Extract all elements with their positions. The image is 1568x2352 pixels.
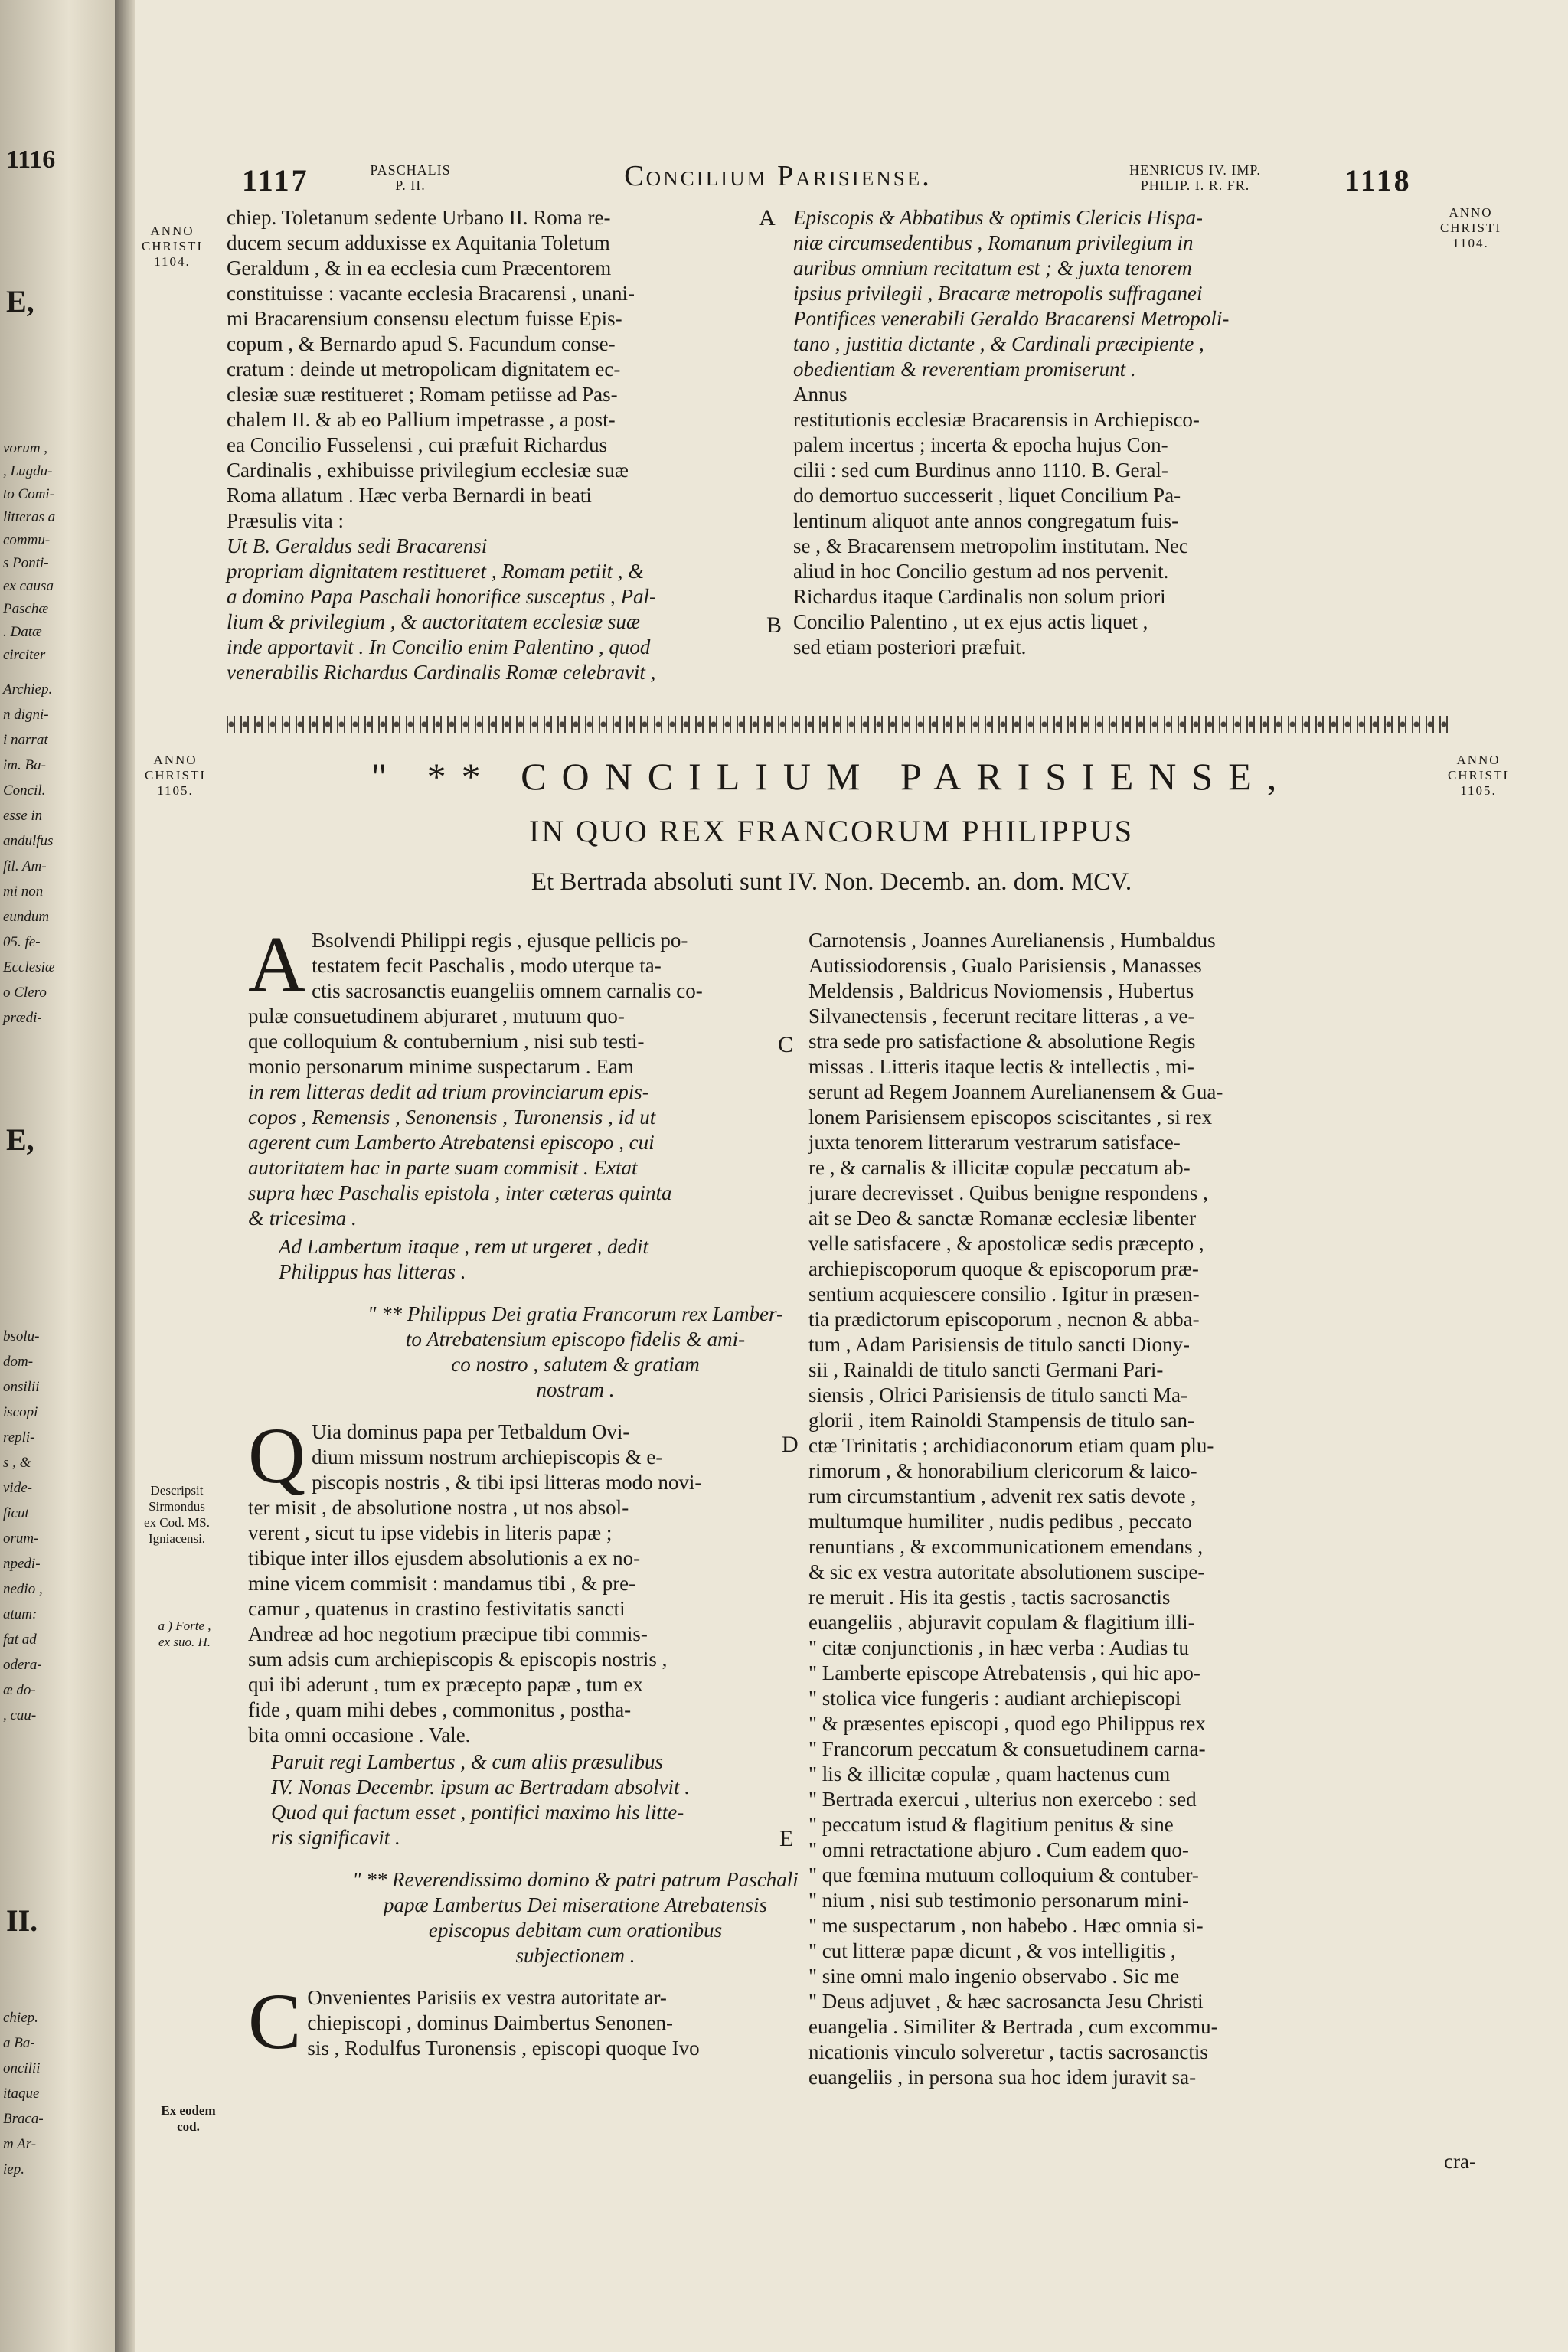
adjacent-text-line: fil. Am- xyxy=(3,858,47,874)
adjacent-text-line: Ecclesiæ xyxy=(3,959,55,975)
text-line: rimorum , & honorabilium clericorum & laico- xyxy=(808,1459,1197,1482)
adjacent-text-line: æ do- xyxy=(3,1682,36,1698)
text-line: ducem secum adduxisse ex Aquitania Toletum xyxy=(227,231,610,254)
header-left-small-line: PASCHALIS xyxy=(370,162,451,178)
adjacent-text-line: Archiep. xyxy=(3,681,53,697)
text-line: " Francorum peccatum & consuetudinem carna- xyxy=(808,1737,1206,1760)
adjacent-text-line: nedio , xyxy=(3,1581,43,1597)
text-line: inde apportavit . In Concilio enim Palentino , quod xyxy=(227,635,651,658)
text-line: ter misit , de absolutione nostra , ut nos absol- xyxy=(248,1496,629,1519)
margin-line: Ex eodem xyxy=(161,2103,216,2118)
text-line: constituisse : vacante ecclesia Bracarensi , unani- xyxy=(227,282,635,305)
text-line: piscopis nostris , & tibi ipsi litteras modo novi- xyxy=(312,1471,702,1494)
adjacent-text-line: esse in xyxy=(3,808,43,824)
adjacent-text-line: 05. fe- xyxy=(3,934,41,950)
top-right-column xyxy=(793,205,1375,660)
heading-line: subjectionem . xyxy=(515,1944,635,1967)
text-line: stra sede pro satisfactione & absolutione Regis xyxy=(808,1030,1196,1053)
text-line: cratum : deinde ut metropolicam dignitatem ec- xyxy=(227,358,621,381)
text-line: palem incertus ; incerta & epocha hujus Con- xyxy=(793,433,1168,456)
text-line: multumque humiliter , nudis pedibus , peccato xyxy=(808,1510,1192,1533)
text-line: serunt ad Regem Joannem Aurelianensem & Gua- xyxy=(808,1080,1223,1103)
header-right-small xyxy=(1103,162,1287,193)
text-line: sum adsis cum archiepiscopis & episcopis nostris , xyxy=(248,1648,668,1671)
text-line: testatem fecit Paschalis , modo uterque ta- xyxy=(312,954,662,977)
margin-line: Sirmondus xyxy=(149,1499,205,1514)
text-line: sed etiam posteriori præfuit. xyxy=(793,635,1027,658)
text-line: clesiæ suæ restitueret ; Romam petiisse ad Pas- xyxy=(227,383,618,406)
text-line: Carnotensis , Joannes Aurelianensis , Humbaldus xyxy=(808,929,1216,952)
text-line: re meruit . His ita gestis , tactis sacrosanctis xyxy=(808,1586,1171,1609)
text-line: bita omni occasione . Vale. xyxy=(248,1723,471,1746)
text-line: lium & privilegium , & auctoritatem ecclesiæ suæ xyxy=(227,610,640,633)
adjacent-text-line: onsilii xyxy=(3,1379,40,1395)
anno-line: CHRISTI xyxy=(1439,220,1502,235)
text-line: " cut litteræ papæ dicunt , & vos intelligitis , xyxy=(808,1939,1176,1962)
text-line: tano , justitia dictante , & Cardinali præcipiente , xyxy=(793,332,1204,355)
text-line: ctis sacrosanctis euangeliis omnem carnalis co- xyxy=(312,979,703,1002)
text-line: Silvanectensis , fecerunt recitare litteras , a ve- xyxy=(808,1004,1195,1027)
text-line: Præsulis vita : xyxy=(227,509,345,532)
adjacent-text-line: chiep. xyxy=(3,2010,38,2026)
text-line: Richardus itaque Cardinalis non solum priori xyxy=(793,585,1166,608)
text-line: tum , Adam Parisiensis de titulo sancti Diony- xyxy=(808,1333,1190,1356)
text-line: euangeliis , abjuravit copulam & flagitium illi- xyxy=(808,1611,1195,1634)
text-line: propriam dignitatem restitueret , Romam petiit , & xyxy=(227,560,645,583)
text-line: mi Bracarensium consensu electum fuisse Epis- xyxy=(227,307,622,330)
text-line: " sine omni malo ingenio observabo . Sic me xyxy=(808,1965,1180,1988)
text-line: monio personarum minime suspectarum . Eam xyxy=(248,1055,634,1078)
text-line: ait se Deo & sanctæ Romanæ ecclesiæ libenter xyxy=(808,1207,1197,1230)
anno-line: ANNO xyxy=(150,224,194,238)
text-line: chiepiscopi , dominus Daimbertus Senonen- xyxy=(307,2011,674,2034)
section-marker-c: C xyxy=(778,1032,794,1057)
text-line: qui ibi aderunt , tum ex præcepto papæ , tum ex xyxy=(248,1673,643,1696)
text-line: pulæ consuetudinem abjuraret , mutuum quo- xyxy=(248,1004,625,1027)
header-left-small-line: P. II. xyxy=(395,178,426,193)
text-line: Autissiodorensis , Gualo Parisiensis , Manasses xyxy=(808,954,1202,977)
paragraph xyxy=(248,920,903,1231)
adjacent-text-line: oncilii xyxy=(3,2060,41,2076)
adjacent-text-line: im. Ba- xyxy=(3,757,46,773)
bottom-right-column xyxy=(808,928,1436,2090)
anno-mid-right xyxy=(1436,753,1521,799)
adjacent-text-line: ficut xyxy=(3,1505,29,1521)
margin-note-descripsit xyxy=(135,1482,219,1547)
anno-line: CHRISTI xyxy=(1447,768,1510,782)
adjacent-text-line: n digni- xyxy=(3,707,49,723)
text-line: " nium , nisi sub testimonio personarum mini- xyxy=(808,1889,1189,1912)
adjacent-text-line: andulfus xyxy=(3,833,54,849)
text-line: in rem litteras dedit ad trium provinciarum epis- xyxy=(248,1080,649,1103)
heading-line: " ** Philippus Dei gratia Francorum rex Lamber- xyxy=(367,1302,783,1325)
text-line: renuntians , & excommunicationem emendans , xyxy=(808,1535,1204,1558)
text-line: cilii : sed cum Burdinus anno 1110. B. Geral- xyxy=(793,459,1168,482)
chapter-date-line: Et Bertrada absoluti sunt IV. Non. Decemb. an. dom. MCV. xyxy=(531,868,1132,896)
margin-line: a ) Forte , xyxy=(158,1619,211,1633)
section-marker-a: A xyxy=(759,205,776,230)
adjacent-text-line: dom- xyxy=(3,1354,34,1370)
text-line: IV. Nonas Decembr. ipsum ac Bertradam absolvit . xyxy=(271,1775,690,1798)
margin-note-forte xyxy=(142,1618,227,1650)
text-line: ea Concilio Fusselensi , cui præfuit Richardus xyxy=(227,433,608,456)
text-line: autoritatem hac in parte suam commisit . Extat xyxy=(248,1156,638,1179)
section-marker-b: B xyxy=(766,612,782,638)
anno-mid-left xyxy=(133,753,217,799)
adjacent-text-line: repli- xyxy=(3,1429,35,1446)
heading-line: to Atrebatensium episcopo fidelis & ami- xyxy=(405,1328,746,1351)
anno-line: 1105. xyxy=(157,783,194,798)
adjacent-text-line: bsolu- xyxy=(3,1328,40,1344)
adjacent-text-line: , Lugdu- xyxy=(3,463,53,479)
drop-cap: C xyxy=(248,1978,302,2066)
text-line: velle satisfacere , & apostolicæ sedis præcepto , xyxy=(808,1232,1204,1255)
text-line: Concilio Palentino , ut ex ejus actis liquet , xyxy=(793,610,1148,633)
text-line: Meldensis , Baldricus Noviomensis , Hubertus xyxy=(808,979,1194,1002)
text-line: restitutionis ecclesiæ Bracarensis in Archiepisco- xyxy=(793,408,1200,431)
heading-line: papæ Lambertus Dei miseratione Atrebatensis xyxy=(384,1893,767,1916)
adjacent-text-line: npedi- xyxy=(3,1556,41,1572)
text-line: tia prædictorum episcoporum , necnon & abba- xyxy=(808,1308,1200,1331)
text-line: sentium acquiescere consilio . Igitur in præsen- xyxy=(808,1282,1200,1305)
adjacent-text-line: Braca- xyxy=(3,2111,44,2127)
book-gutter xyxy=(115,0,135,2352)
margin-line: Descripsit xyxy=(150,1483,204,1498)
text-line: euangelia . Similiter & Bertrada , cum excommu- xyxy=(808,2015,1218,2038)
header-left-small xyxy=(349,162,472,193)
text-line: que colloquium & contubernium , nisi sub testi- xyxy=(248,1030,645,1053)
text-line: Cardinalis , exhibuisse privilegium ecclesiæ suæ xyxy=(227,459,629,482)
text-line: Geraldum , & in ea ecclesia cum Præcentorem xyxy=(227,256,612,279)
drop-cap: Q xyxy=(248,1412,306,1500)
anno-line: ANNO xyxy=(1456,753,1501,767)
text-line: chalem II. & ab eo Pallium impetrasse , a post- xyxy=(227,408,616,431)
text-line: & sic ex vestra autoritate absolutionem suscipe- xyxy=(808,1560,1205,1583)
text-line: Roma allatum . Hæc verba Bernardi in beati xyxy=(227,484,592,507)
text-line: " que fœmina mutuum colloquium & contuber- xyxy=(808,1864,1199,1886)
text-line: Annus xyxy=(793,383,848,406)
text-line: Pontifices venerabili Geraldo Bracarensi Metropoli- xyxy=(793,307,1230,330)
text-line: auribus omnium recitatum est ; & juxta tenorem xyxy=(793,256,1192,279)
adjacent-text-line: vorum , xyxy=(3,440,48,456)
text-line: Andreæ ad hoc negotium præcipue tibi commis- xyxy=(248,1622,648,1645)
text-line: agerent cum Lamberto Atrebatensi episcopo , cui xyxy=(248,1131,655,1154)
text-line: siensis , Olrici Parisiensis de titulo sancti Ma- xyxy=(808,1383,1187,1406)
adjacent-text-line: atum: xyxy=(3,1606,38,1622)
chapter-title: " ** CONCILIUM PARISIENSE, xyxy=(371,755,1292,798)
text-line: " Deus adjuvet , & hæc sacrosancta Jesu Christi xyxy=(808,1990,1204,2013)
text-line: " me suspectarum , non habebo . Hæc omnia si- xyxy=(808,1914,1204,1937)
adjacent-text-line: s Ponti- xyxy=(3,555,49,571)
text-line: Uia dominus papa per Tetbaldum Ovi- xyxy=(312,1420,630,1443)
text-line: aliud in hoc Concilio gestum ad nos pervenit. xyxy=(793,560,1169,583)
anno-line: CHRISTI xyxy=(144,768,207,782)
running-title: Concilium Parisiense. xyxy=(624,160,932,192)
adjacent-text-line: a Ba- xyxy=(3,2035,35,2051)
text-line: " lis & illicitæ copulæ , quam hactenus cum xyxy=(808,1762,1171,1785)
text-line: Onvenientes Parisiis ex vestra autoritate ar- xyxy=(307,1986,667,2009)
catchword: cra- xyxy=(1444,2150,1476,2173)
adjacent-text-line: mi non xyxy=(3,884,44,900)
adjacent-text-line: ex causa xyxy=(3,578,54,594)
adjacent-page-number: 1116 xyxy=(6,145,56,174)
text-line: " stolica vice fungeris : audiant archiepiscopi xyxy=(808,1687,1181,1710)
adjacent-text-line: litteras a xyxy=(3,509,56,525)
margin-line: cod. xyxy=(177,2119,200,2134)
paragraph xyxy=(248,1749,903,1851)
text-line: venerabilis Richardus Cardinalis Romæ celebravit , xyxy=(227,661,656,684)
text-line: sii , Rainaldi de titulo sancti Germani Pari- xyxy=(808,1358,1164,1381)
margin-line: ex Cod. MS. xyxy=(144,1515,210,1530)
text-line: Ut B. Geraldus sedi Bracarensi xyxy=(227,534,488,557)
margin-line: Igniacensi. xyxy=(148,1531,206,1546)
header-right-small-line: HENRICUS IV. IMP. xyxy=(1129,162,1261,178)
anno-line: 1105. xyxy=(1460,783,1497,798)
text-line: camur , quatenus in crastino festivitatis sancti xyxy=(248,1597,626,1620)
anno-top-right xyxy=(1429,205,1513,251)
adjacent-text-line: prædi- xyxy=(3,1010,42,1026)
text-line: archiepiscoporum quoque & episcoporum præ- xyxy=(808,1257,1199,1280)
heading-line: " ** Reverendissimo domino & patri patrum Paschali xyxy=(352,1868,799,1891)
ornamental-rule xyxy=(227,716,1452,733)
text-line: Bsolvendi Philippi regis , ejusque pellicis po- xyxy=(312,929,688,952)
text-line: " omni retractatione abjuro . Cum eadem quo- xyxy=(808,1838,1189,1861)
text-line: sis , Rodulfus Turonensis , episcopi quoque Ivo xyxy=(307,2037,700,2060)
margin-line: ex suo. H. xyxy=(158,1635,211,1649)
text-line: Paruit regi Lambertus , & cum aliis præsulibus xyxy=(271,1750,664,1773)
text-line: " peccatum istud & flagitium penitus & sine xyxy=(808,1813,1174,1836)
adjacent-text-line: m Ar- xyxy=(3,2136,37,2152)
text-line: " Bertrada exercui , ulterius non exercebo : sed xyxy=(808,1788,1197,1811)
adjacent-text-line: iscopi xyxy=(3,1404,38,1420)
bottom-left-column xyxy=(248,920,903,2066)
adjacent-text-line: circiter xyxy=(3,647,46,663)
top-left-column xyxy=(227,205,763,685)
adjacent-text-line: vide- xyxy=(3,1480,32,1496)
paragraph xyxy=(248,1412,903,1748)
text-line: tibique inter illos ejusdem absolutionis a ex no- xyxy=(248,1547,641,1570)
text-line: verent , sicut tu ipse videbis in literis papæ ; xyxy=(248,1521,612,1544)
text-line: " Lamberte episcope Atrebatensis , qui hic apo- xyxy=(808,1661,1200,1684)
heading-line: co nostro , salutem & gratiam xyxy=(451,1353,700,1376)
adjacent-text-line: o Clero xyxy=(3,985,47,1001)
letter-heading xyxy=(248,1302,903,1403)
heading-line: episcopus debitam cum orationibus xyxy=(428,1919,723,1942)
text-line: dium missum nostrum archiepiscopis & e- xyxy=(312,1446,663,1468)
adjacent-letter-e-2: E, xyxy=(6,1122,34,1157)
text-line: Quod qui factum esset , pontifici maximo his litte- xyxy=(271,1801,684,1824)
text-line: re , & carnalis & illicitæ copulæ peccatum ab- xyxy=(808,1156,1191,1179)
anno-line: 1104. xyxy=(1452,236,1489,250)
text-line: supra hæc Paschalis epistola , inter cæteras quinta xyxy=(248,1181,672,1204)
left-page-number: 1117 xyxy=(242,163,309,198)
adjacent-text-line: Concil. xyxy=(3,782,46,799)
text-line: Ad Lambertum itaque , rem ut urgeret , dedit xyxy=(279,1235,648,1258)
anno-line: ANNO xyxy=(153,753,198,767)
text-line: obedientiam & reverentiam promiserunt . xyxy=(793,358,1136,381)
adjacent-page-strip xyxy=(0,0,115,2352)
text-line: " & præsentes episcopi , quod ego Philippus rex xyxy=(808,1712,1206,1735)
text-line: chiep. Toletanum sedente Urbano II. Roma re- xyxy=(227,206,611,229)
heading-line: nostram . xyxy=(536,1378,615,1401)
section-marker-e: E xyxy=(779,1826,794,1851)
text-line: niæ circumsedentibus , Romanum privilegium in xyxy=(793,231,1194,254)
text-line: se , & Bracarensem metropolim institutam. Nec xyxy=(793,534,1188,557)
text-line: glorii , item Rainoldi Stampensis de titulo san- xyxy=(808,1409,1194,1432)
text-line: ris significavit . xyxy=(271,1826,400,1849)
book-page xyxy=(135,0,1568,2352)
text-line: fide , quam mihi debes , commonitus , postha- xyxy=(248,1698,632,1721)
text-line: ipsius privilegii , Bracaræ metropolis suffraganei xyxy=(793,282,1203,305)
adjacent-text-line: fat ad xyxy=(3,1632,37,1648)
text-line: juxta tenorem litterarum vestrarum satisface- xyxy=(808,1131,1181,1154)
text-line: ctæ Trinitatis ; archidiaconorum etiam quam plu- xyxy=(808,1434,1214,1457)
text-line: copos , Remensis , Senonensis , Turonensis , id ut xyxy=(248,1106,656,1129)
text-line: copum , & Bernardo apud S. Facundum conse- xyxy=(227,332,616,355)
adjacent-letter-e: E, xyxy=(6,284,34,318)
adjacent-text-line: eundum xyxy=(3,909,50,925)
adjacent-text-line: s , & xyxy=(3,1455,31,1471)
anno-line: 1104. xyxy=(154,254,191,269)
adjacent-text-line: , cau- xyxy=(3,1707,37,1723)
text-line: jurare decrevisset . Quibus benigne respondens , xyxy=(808,1181,1208,1204)
paragraph xyxy=(248,1978,903,2066)
text-line: Philippus has litteras . xyxy=(279,1260,466,1283)
adjacent-text-line: itaque xyxy=(3,2086,40,2102)
adjacent-text-line: iep. xyxy=(3,2161,24,2177)
margin-note-ex-eodem xyxy=(150,2102,227,2135)
text-line: nicationis vinculo solveretur , tactis sacrosanctis xyxy=(808,2040,1208,2063)
text-line: lentinum aliquot ante annos congregatum fuis- xyxy=(793,509,1179,532)
drop-cap: A xyxy=(248,920,306,1008)
paragraph xyxy=(248,1234,903,1285)
adjacent-text-line: . Datæ xyxy=(3,624,42,640)
text-line: do demortuo successerit , liquet Concilium Pa- xyxy=(793,484,1181,507)
adjacent-text-line: i narrat xyxy=(3,732,48,748)
text-line: missas . Litteris itaque lectis & intellectis , mi- xyxy=(808,1055,1194,1078)
text-line: mine vicem commisit : mandamus tibi , & pre- xyxy=(248,1572,636,1595)
text-line: euangeliis , in persona sua hoc idem juravit sa- xyxy=(808,2066,1197,2089)
text-line: lonem Parisiensem episcopos sciscitantes , si rex xyxy=(808,1106,1213,1129)
text-line: a domino Papa Paschali honorifice susceptus , Pal- xyxy=(227,585,656,608)
letter-heading xyxy=(248,1867,903,1968)
chapter-subtitle: IN QUO REX FRANCORUM PHILIPPUS xyxy=(528,814,1135,848)
adjacent-letter-ii: II. xyxy=(6,1903,38,1938)
header-right-small-line: PHILIP. I. R. FR. xyxy=(1140,178,1250,193)
text-line: & tricesima . xyxy=(248,1207,357,1230)
anno-line: CHRISTI xyxy=(141,239,204,253)
anno-line: ANNO xyxy=(1449,205,1493,220)
right-page-number: 1118 xyxy=(1344,163,1412,198)
text-line: rum circumstantium , advenit rex satis devote , xyxy=(808,1485,1197,1508)
text-line: " citæ conjunctionis , in hæc verba : Audias tu xyxy=(808,1636,1189,1659)
section-marker-d: D xyxy=(782,1432,799,1457)
text-line: Episcopis & Abbatibus & optimis Clericis Hispa- xyxy=(793,206,1204,229)
adjacent-text-line: to Comi- xyxy=(3,486,55,502)
adjacent-text-line: orum- xyxy=(3,1530,39,1547)
anno-top-left xyxy=(130,224,214,270)
adjacent-text-line: commu- xyxy=(3,532,51,548)
adjacent-text-line: Paschæ xyxy=(3,601,49,617)
adjacent-text-line: odera- xyxy=(3,1657,42,1673)
